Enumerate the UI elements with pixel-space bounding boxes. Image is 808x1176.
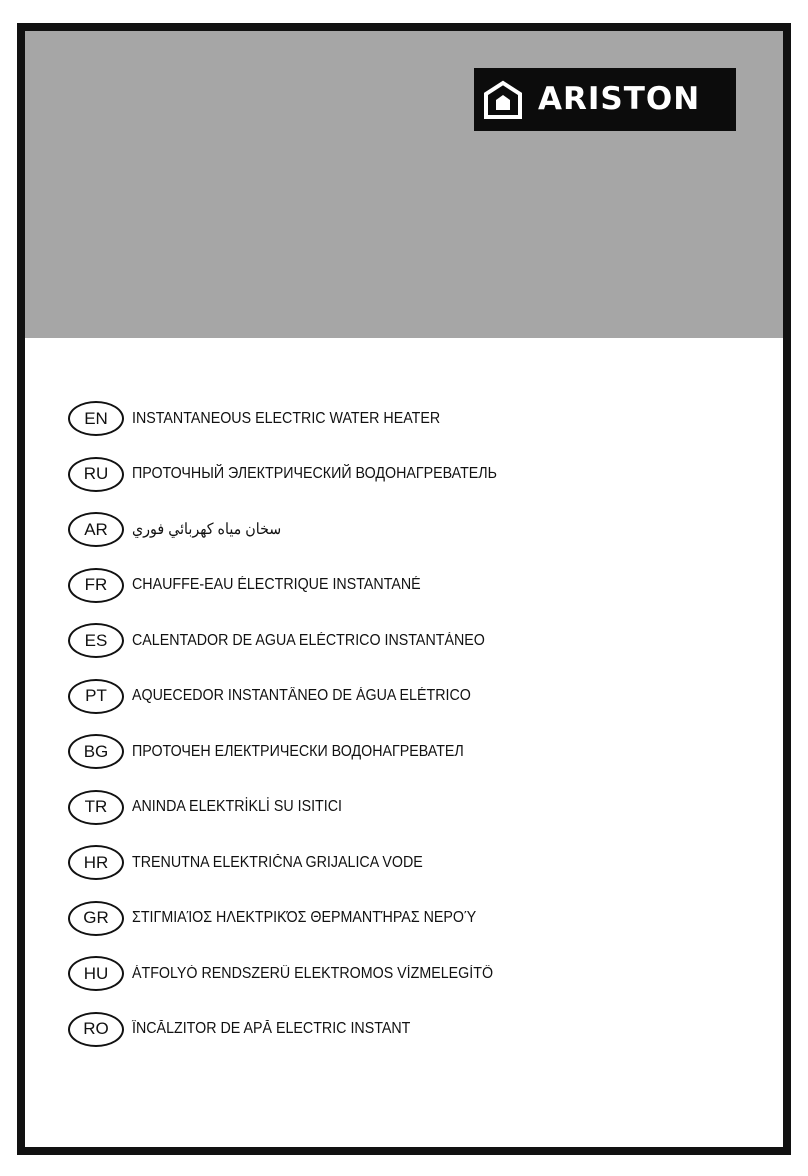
product-title: ΣΤΙΓΜΙΑΊΟΣ ΗΛΕΚΤΡΙΚΌΣ ΘΕΡΜΑΝΤΉΡΑΣ ΝΕΡΟΎ: [132, 909, 477, 927]
header-banner: [25, 31, 783, 338]
product-title: TRENUTNA ELEKTRIČNA GRIJALICA VODE: [132, 853, 423, 871]
brand-logo: [474, 68, 736, 131]
language-code-badge: RO: [68, 1012, 124, 1047]
product-title: CHAUFFE-EAU ÉLECTRIQUE INSTANTANÉ: [132, 576, 421, 594]
product-title: AQUECEDOR INSTANTÂNEO DE ÁGUA ELÉTRICO: [132, 687, 471, 705]
language-code-badge: AR: [68, 512, 124, 547]
product-title: INSTANTANEOUS ELECTRIC WATER HEATER: [132, 409, 441, 427]
language-code-badge: BG: [68, 734, 124, 769]
product-title: ÁTFOLYÓ RENDSZERŰ ELEKTROMOS VÍZMELEGÍTŐ: [132, 964, 494, 982]
language-code-badge: HU: [68, 956, 124, 991]
brand-name: ARISTON: [538, 81, 701, 117]
language-code-badge: RU: [68, 457, 124, 492]
language-row: [68, 724, 529, 780]
language-row: [68, 613, 529, 669]
language-row: [68, 835, 529, 891]
language-row: [68, 558, 529, 614]
language-row: [68, 780, 529, 836]
product-title: ÎNCĂLZITOR DE APĂ ELECTRIC INSTANT: [132, 1020, 411, 1038]
language-list: [68, 391, 529, 1057]
language-code-badge: HR: [68, 845, 124, 880]
language-row: [68, 391, 529, 447]
product-title: سخان مياه كهربائي فوري: [132, 521, 282, 539]
product-title: CALENTADOR DE AGUA ELÉCTRICO INSTANTÁNEO: [132, 631, 485, 649]
language-row: [68, 946, 529, 1002]
language-row: [68, 669, 529, 725]
page-frame: [17, 23, 791, 1155]
language-row: [68, 891, 529, 947]
product-title: ANINDA ELEKTRİKLİ SU ISITICI: [132, 798, 343, 816]
product-title: ПРОТОЧНЫЙ ЭЛЕКТРИЧЕСКИЙ ВОДОНАГРЕВАТЕЛЬ: [132, 465, 498, 483]
language-row: [68, 502, 529, 558]
language-code-badge: PT: [68, 679, 124, 714]
language-row: [68, 447, 529, 503]
language-row: [68, 1002, 529, 1058]
language-code-badge: FR: [68, 568, 124, 603]
language-code-badge: TR: [68, 790, 124, 825]
product-title: ПРОТОЧЕН ЕЛЕКТРИЧЕСКИ ВОДОНАГРЕВАТЕЛ: [132, 742, 464, 760]
language-code-badge: GR: [68, 901, 124, 936]
house-outline-icon: [483, 80, 523, 120]
language-code-badge: ES: [68, 623, 124, 658]
language-code-badge: EN: [68, 401, 124, 436]
